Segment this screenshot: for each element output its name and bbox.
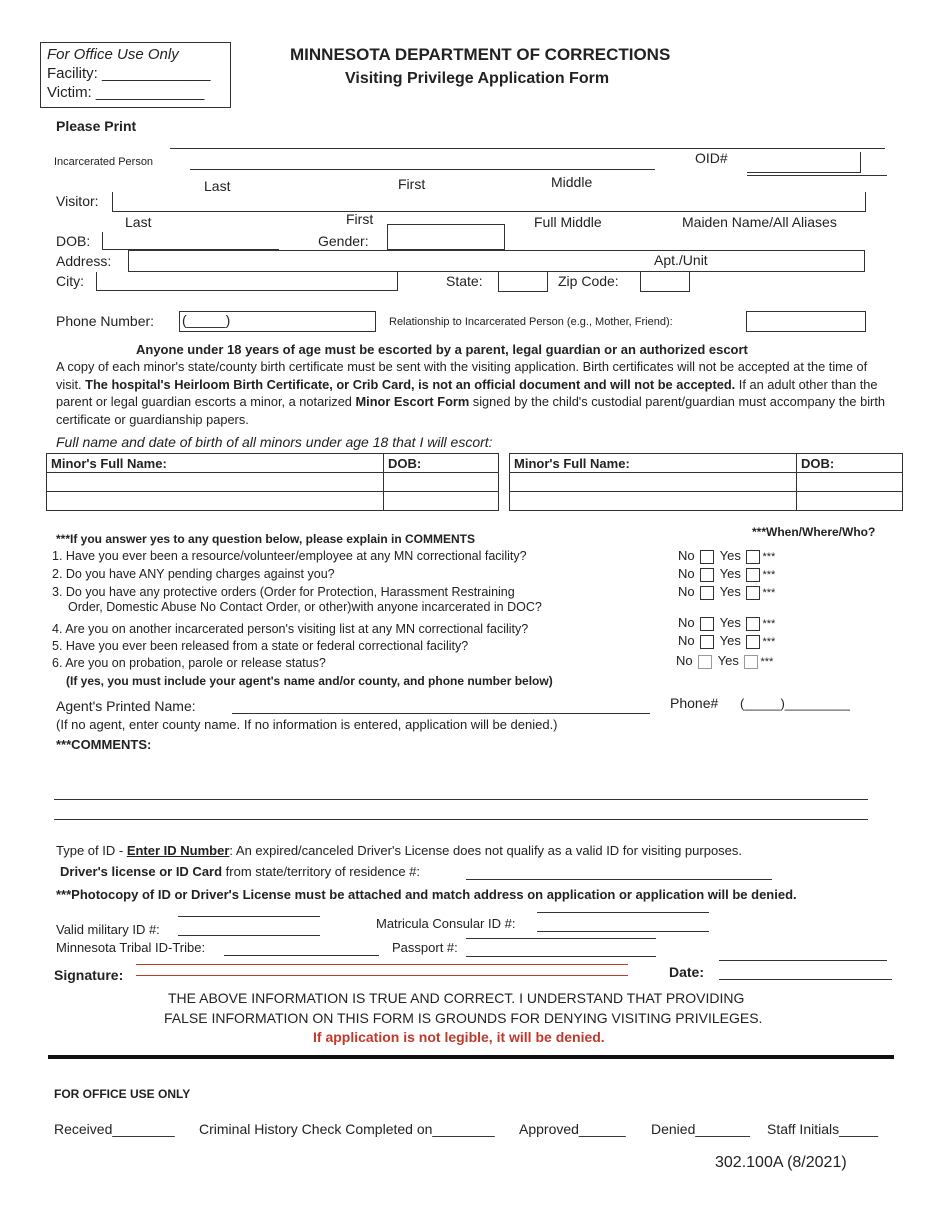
stars: *** xyxy=(762,587,776,599)
no-label: No xyxy=(678,633,695,648)
minors-paragraph xyxy=(56,358,886,428)
minor-name-cell[interactable] xyxy=(510,473,797,492)
matricula-field[interactable] xyxy=(537,912,709,932)
city-field[interactable] xyxy=(96,272,398,291)
question-5: 5. Have you ever been released from a state or federal correctional facility? xyxy=(52,639,469,653)
state-field[interactable] xyxy=(498,271,548,292)
office-facility: Facility: _____________ xyxy=(47,65,211,82)
please-print: Please Print xyxy=(56,118,137,134)
no-checkbox[interactable] xyxy=(700,635,714,649)
stars: *** xyxy=(762,569,776,581)
no-label: No xyxy=(678,615,695,630)
passport-label: Passport #: xyxy=(392,940,458,955)
relationship-field[interactable] xyxy=(746,311,866,332)
dl-bold: Driver's license or ID Card xyxy=(60,864,223,879)
col-middle: Middle xyxy=(551,174,593,190)
denied-field: Denied_______ xyxy=(651,1121,750,1137)
stars: *** xyxy=(762,636,776,648)
signature-label: Signature: xyxy=(54,967,124,983)
form-number: 302.100A (8/2021) xyxy=(715,1154,847,1171)
stars: *** xyxy=(762,618,776,630)
incarcerated-name-field[interactable] xyxy=(190,152,655,170)
dl-number-field[interactable] xyxy=(466,864,772,880)
yes-checkbox[interactable] xyxy=(746,568,760,582)
stars: *** xyxy=(760,656,774,668)
incarcerated-label: Incarcerated Person xyxy=(54,156,154,168)
passport-field[interactable] xyxy=(466,938,656,957)
no-label: No xyxy=(678,584,695,599)
id-type xyxy=(56,843,742,858)
agent-phone-label: Phone# xyxy=(670,695,719,711)
minor-dob-cell[interactable] xyxy=(384,473,499,492)
yn-row-2 xyxy=(678,566,775,582)
yes-label: Yes xyxy=(719,548,741,563)
tribal-label: Minnesota Tribal ID-Tribe: xyxy=(56,940,206,955)
attestation-1: THE ABOVE INFORMATION IS TRUE AND CORRECT. I UNDERSTAND THAT PROVIDING xyxy=(168,990,745,1006)
visitor-name-field[interactable] xyxy=(112,192,866,212)
yes-label: Yes xyxy=(719,584,741,599)
yn-row-6 xyxy=(676,653,773,669)
when-where-who: ***When/Where/Who? xyxy=(752,525,876,539)
no-label: No xyxy=(678,566,695,581)
minors-p2-bold: Minor Escort Form xyxy=(355,394,470,409)
yes-checkbox[interactable] xyxy=(746,617,760,631)
minors-table-left xyxy=(46,453,499,511)
agency-title: MINNESOTA DEPARTMENT OF CORRECTIONS xyxy=(290,45,671,64)
questions-intro: ***If you answer yes to any question below, please explain in COMMENTS xyxy=(56,532,475,546)
visitor-label: Visitor: xyxy=(56,193,99,209)
yes-checkbox[interactable] xyxy=(746,550,760,564)
dob-label: DOB: xyxy=(56,233,91,249)
stars: *** xyxy=(762,551,776,563)
comments-line-2[interactable] xyxy=(54,819,868,820)
date-label: Date: xyxy=(669,964,705,980)
tribal-field[interactable] xyxy=(224,940,379,956)
apt-label: Apt./Unit xyxy=(654,252,708,268)
agent-label: Agent's Printed Name: xyxy=(56,698,196,714)
minors-heading: Anyone under 18 years of age must be escorted by a parent, legal guardian or an authorized escort xyxy=(136,342,748,357)
minors-instruction: Full name and date of birth of all minors under age 18 that I will escort: xyxy=(56,434,493,450)
question-4: 4. Are you on another incarcerated person's visiting list at any MN correctional facility? xyxy=(52,622,529,636)
photocopy-note: ***Photocopy of ID or Driver's License must be attached and match address on application or application will be denied. xyxy=(56,887,797,902)
minor-name-header: Minor's Full Name: xyxy=(510,454,797,473)
visitor-maiden: Maiden Name/All Aliases xyxy=(682,214,837,230)
minor-dob-header: DOB: xyxy=(797,454,903,473)
visitor-full-middle: Full Middle xyxy=(534,214,602,230)
matricula-label: Matricula Consular ID #: xyxy=(376,916,516,931)
minor-name-cell[interactable] xyxy=(47,492,384,511)
question-6: 6. Are you on probation, parole or release status? xyxy=(52,656,326,670)
office-footer-title: FOR OFFICE USE ONLY xyxy=(54,1087,191,1101)
minors-table-right xyxy=(509,453,903,511)
yes-label: Yes xyxy=(719,633,741,648)
yn-row-1 xyxy=(678,548,775,564)
divider xyxy=(48,1055,894,1059)
id-type-rest: : An expired/canceled Driver's License does not qualify as a valid ID for visiting purposes. xyxy=(229,843,743,858)
yes-checkbox[interactable] xyxy=(744,655,758,669)
phone-label: Phone Number: xyxy=(56,313,155,329)
attestation-2: FALSE INFORMATION ON THIS FORM IS GROUNDS FOR DENYING VISITING PRIVILEGES. xyxy=(164,1010,763,1026)
id-type-prefix: Type of ID - xyxy=(56,843,127,858)
col-first: First xyxy=(398,176,426,192)
minor-dob-cell[interactable] xyxy=(797,492,903,511)
id-type-bold: Enter ID Number xyxy=(126,843,230,858)
gender-label: Gender: xyxy=(318,233,369,249)
dl-rest: from state/territory of residence #: xyxy=(222,864,421,879)
question-2: 2. Do you have ANY pending charges against you? xyxy=(52,567,335,581)
no-checkbox[interactable] xyxy=(700,550,714,564)
legible-warning: If application is not legible, it will be denied. xyxy=(313,1029,605,1045)
signature-field[interactable] xyxy=(136,964,628,965)
visitor-first: First xyxy=(346,211,374,227)
question-3: 3. Do you have any protective orders (Order for Protection, Harassment Restraining xyxy=(52,585,515,599)
dl-line xyxy=(60,864,420,879)
staff-initials-field: Staff Initials_____ xyxy=(767,1121,879,1137)
approved-field: Approved______ xyxy=(519,1121,626,1137)
minor-name-cell[interactable] xyxy=(47,473,384,492)
address-label: Address: xyxy=(56,253,112,269)
address-field[interactable] xyxy=(128,250,865,272)
date-field[interactable] xyxy=(719,979,892,980)
relationship-label: Relationship to Incarcerated Person (e.g., Mother, Friend): xyxy=(389,316,673,328)
yes-label: Yes xyxy=(719,615,741,630)
no-label: No xyxy=(676,653,693,668)
minor-name-cell[interactable] xyxy=(510,492,797,511)
minors-p2: If an adult other than the parent or legal guardian escorts a minor, a notarized xyxy=(56,376,878,409)
phone-value: (_____) xyxy=(182,312,231,328)
yes-label: Yes xyxy=(717,653,739,668)
yes-label: Yes xyxy=(719,566,741,581)
criminal-check-field: Criminal History Check Completed on________ xyxy=(199,1121,495,1137)
dob-field[interactable] xyxy=(102,232,279,250)
yn-row-5 xyxy=(678,633,775,649)
question-1: 1. Have you ever been a resource/volunteer/employee at any MN correctional facility? xyxy=(52,549,527,563)
question-3-cont: Order, Domestic Abuse No Contact Order, or other)with anyone incarcerated in DOC? xyxy=(68,600,542,614)
state-label: State: xyxy=(446,273,483,289)
comments-line-1[interactable] xyxy=(54,799,868,800)
agent-note-2: (If no agent, enter county name. If no information is entered, application will be denied.) xyxy=(56,717,558,732)
oid-field[interactable] xyxy=(747,152,861,173)
yes-checkbox[interactable] xyxy=(746,586,760,600)
yn-row-3 xyxy=(678,584,775,600)
received-field: Received________ xyxy=(54,1121,175,1137)
office-use-title: For Office Use Only xyxy=(47,46,179,63)
minors-p1: A copy of each minor's state/county birth certificate must be sent with the visiting application. Birth certificates will not be accepted at the time of visit. xyxy=(56,359,868,392)
zip-field[interactable] xyxy=(640,271,690,292)
no-label: No xyxy=(678,548,695,563)
oid-label: OID# xyxy=(695,150,728,166)
minor-dob-cell[interactable] xyxy=(384,492,499,511)
col-last: Last xyxy=(204,178,231,194)
minor-name-header: Minor's Full Name: xyxy=(47,454,384,473)
military-label: Valid military ID #: xyxy=(56,922,160,937)
no-checkbox[interactable] xyxy=(698,655,712,669)
minors-p1-bold: The hospital's Heirloom Birth Certificate, or Crib Card, is not an official document and will not be accepted. xyxy=(85,376,736,392)
agent-phone-field[interactable]: (_____)_________ xyxy=(740,696,850,711)
gender-field[interactable] xyxy=(387,224,505,250)
no-checkbox[interactable] xyxy=(700,586,714,600)
minor-dob-header: DOB: xyxy=(384,454,499,473)
minor-dob-cell[interactable] xyxy=(797,473,903,492)
zip-label: Zip Code: xyxy=(558,273,619,289)
office-victim: Victim: _____________ xyxy=(47,84,205,101)
comments-label: ***COMMENTS: xyxy=(56,737,152,752)
city-label: City: xyxy=(56,273,84,289)
minors-p3: signed by the child's custodial parent/guardian must accompany the birth certificate or guardianship papers. xyxy=(56,394,885,427)
visitor-last: Last xyxy=(125,214,152,230)
agent-note: (If yes, you must include your agent's name and/or county, and phone number below) xyxy=(66,674,553,688)
no-checkbox[interactable] xyxy=(700,568,714,582)
yes-checkbox[interactable] xyxy=(746,635,760,649)
yn-row-4 xyxy=(678,615,775,631)
agent-name-field[interactable] xyxy=(232,697,650,714)
no-checkbox[interactable] xyxy=(700,617,714,631)
military-field[interactable] xyxy=(178,916,320,936)
form-title: Visiting Privilege Application Form xyxy=(345,70,610,87)
